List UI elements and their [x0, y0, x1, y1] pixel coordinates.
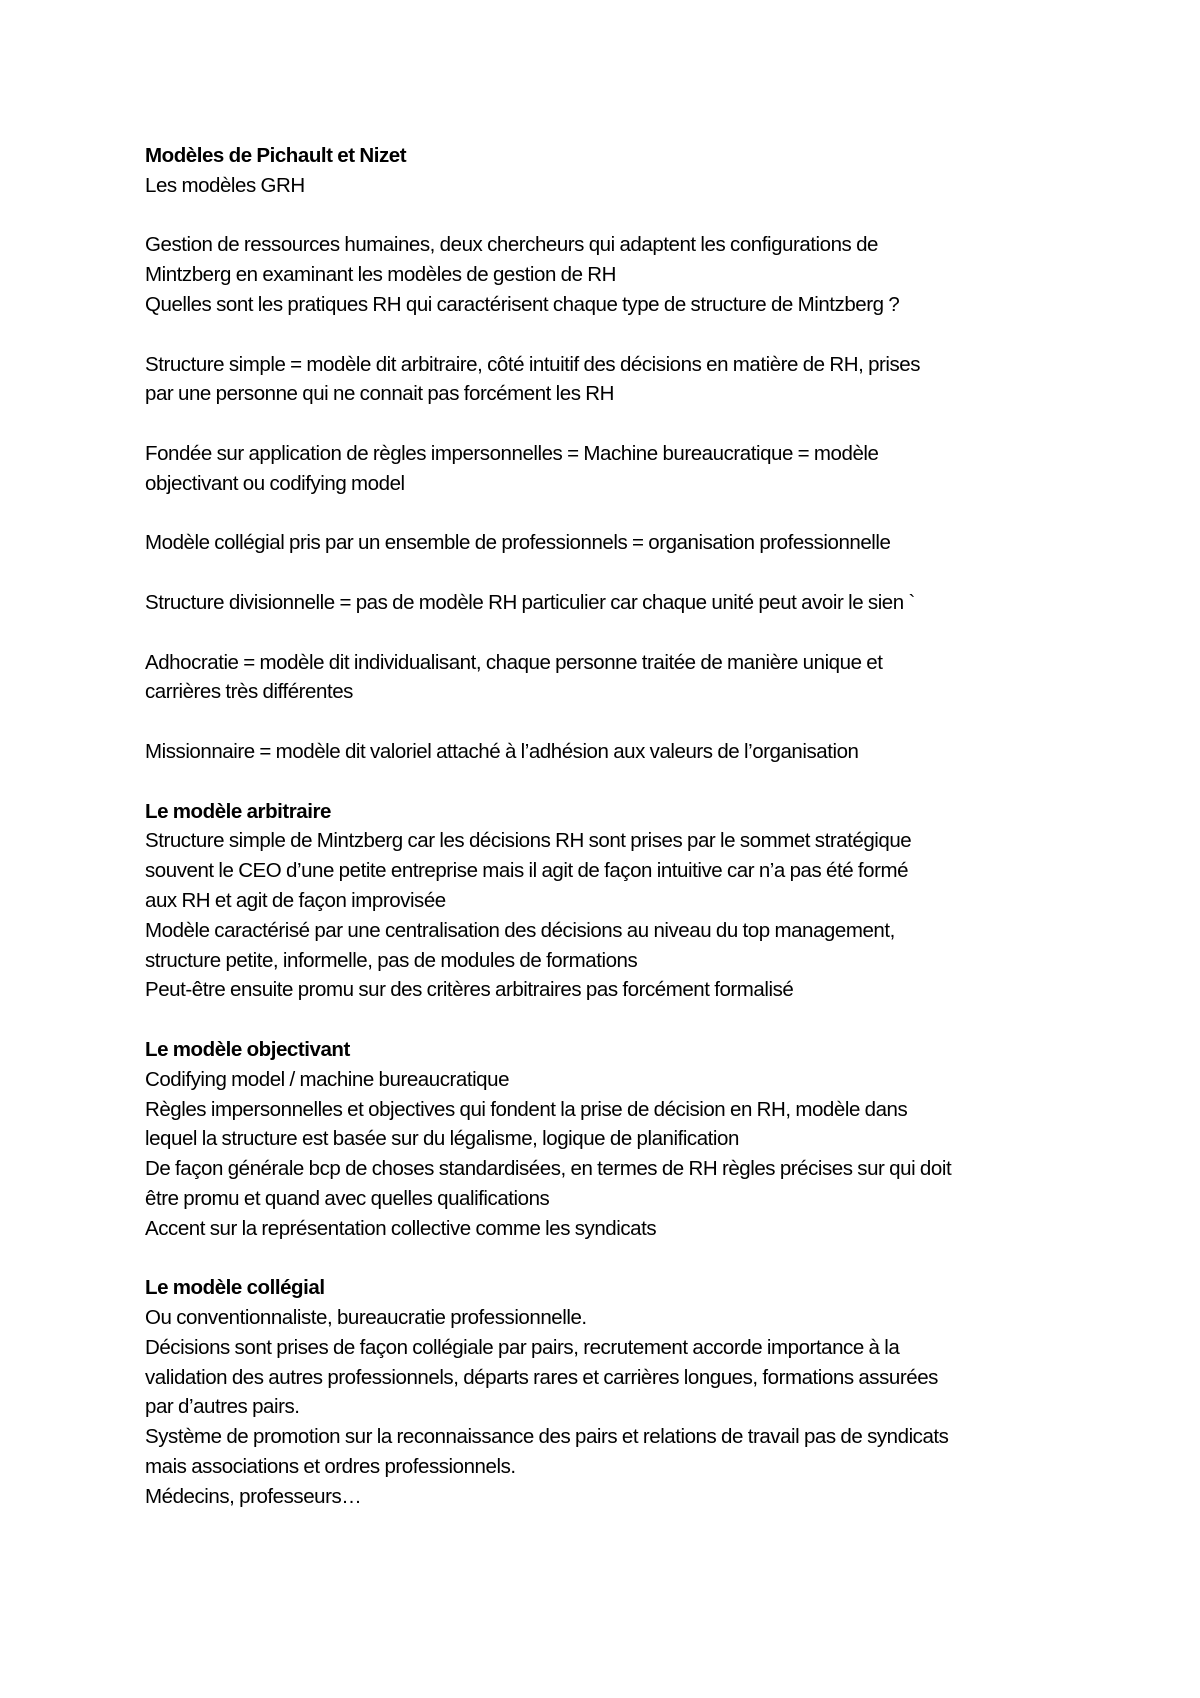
spacer — [145, 409, 1075, 439]
paragraph-line: Modèle caractérisé par une centralisation des décisions au niveau du top management, — [145, 918, 895, 942]
paragraph-line: mais associations et ordres professionnels. — [145, 1455, 516, 1479]
paragraph-line: Peut-être ensuite promu sur des critères arbitraires pas forcément formalisé — [145, 978, 794, 1002]
paragraph-line: Adhocratie = modèle dit individualisant, chaque personne traitée de manière unique et — [145, 650, 883, 674]
paragraph-line: structure petite, informelle, pas de modules de formations — [145, 948, 638, 972]
document-subtitle: Les modèles GRH — [145, 173, 305, 197]
paragraph-line: par une personne qui ne connait pas forcément les RH — [145, 382, 614, 406]
paragraph-line: Médecins, professeurs… — [145, 1484, 362, 1508]
paragraph-line: Structure simple = modèle dit arbitraire, côté intuitif des décisions en matière de RH, prises — [145, 352, 921, 376]
paragraph-line: Structure simple de Mintzberg car les décisions RH sont prises par le sommet stratégique — [145, 829, 912, 853]
summary-paragraph-simple-structure — [145, 350, 1075, 410]
paragraph-line: Accent sur la représentation collective comme les syndicats — [145, 1216, 657, 1240]
spacer — [145, 558, 1075, 588]
paragraph-line: validation des autres professionnels, départs rares et carrières longues, formations assurées — [145, 1365, 938, 1389]
paragraph-line: De façon générale bcp de choses standardisées, en termes de RH règles précises sur qui doit — [145, 1157, 952, 1181]
summary-paragraph-collegial — [145, 528, 1075, 558]
intro-paragraph — [145, 230, 1075, 319]
paragraph-line: Ou conventionnaliste, bureaucratie professionnelle. — [145, 1306, 587, 1330]
paragraph-line: objectivant ou codifying model — [145, 471, 405, 495]
document-page — [145, 141, 1075, 1512]
section-heading: Le modèle arbitraire — [145, 799, 331, 823]
summary-paragraph-adhocracy — [145, 648, 1075, 708]
paragraph-line: Règles impersonnelles et objectives qui fondent la prise de décision en RH, modèle dans — [145, 1097, 908, 1121]
spacer — [145, 767, 1075, 797]
section-collegial-model — [145, 1273, 1075, 1511]
section-heading: Le modèle collégial — [145, 1276, 325, 1300]
paragraph-line: Modèle collégial pris par un ensemble de professionnels = organisation professionnelle — [145, 531, 891, 555]
paragraph-line: Quelles sont les pratiques RH qui caractérisent chaque type de structure de Mintzberg ? — [145, 292, 900, 316]
summary-paragraph-divisional — [145, 588, 1075, 618]
paragraph-line: souvent le CEO d’une petite entreprise mais il agit de façon intuitive car n’a pas été formé — [145, 859, 909, 883]
paragraph-line: Mintzberg en examinant les modèles de gestion de RH — [145, 263, 617, 287]
spacer — [145, 1005, 1075, 1035]
paragraph-line: Fondée sur application de règles impersonnelles = Machine bureaucratique = modèle — [145, 441, 879, 465]
spacer — [145, 618, 1075, 648]
spacer — [145, 320, 1075, 350]
paragraph-line: Décisions sont prises de façon collégiale par pairs, recrutement accorde importance à la — [145, 1335, 900, 1359]
document-title: Modèles de Pichault et Nizet — [145, 144, 407, 167]
section-arbitrary-model — [145, 797, 1075, 1006]
spacer — [145, 201, 1075, 231]
spacer — [145, 499, 1075, 529]
paragraph-line: aux RH et agit de façon improvisée — [145, 888, 446, 912]
paragraph-line: Missionnaire = modèle dit valoriel attaché à l’adhésion aux valeurs de l’organisation — [145, 739, 859, 763]
paragraph-line: carrières très différentes — [145, 680, 353, 704]
paragraph-line: lequel la structure est basée sur du légalisme, logique de planification — [145, 1127, 739, 1151]
paragraph-line: Structure divisionnelle = pas de modèle RH particulier car chaque unité peut avoir le sien ` — [145, 590, 915, 614]
spacer — [145, 1243, 1075, 1273]
summary-paragraph-machine-bureaucracy — [145, 439, 1075, 499]
paragraph-line: Gestion de ressources humaines, deux chercheurs qui adaptent les configurations de — [145, 233, 879, 257]
spacer — [145, 707, 1075, 737]
paragraph-line: Codifying model / machine bureaucratique — [145, 1067, 510, 1091]
paragraph-line: par d’autres pairs. — [145, 1395, 300, 1419]
summary-paragraph-missionary — [145, 737, 1075, 767]
paragraph-line: Système de promotion sur la reconnaissance des pairs et relations de travail pas de syndicats — [145, 1425, 949, 1449]
paragraph-line: être promu et quand avec quelles qualifications — [145, 1186, 550, 1210]
section-heading: Le modèle objectivant — [145, 1037, 350, 1061]
section-objectifying-model — [145, 1035, 1075, 1244]
